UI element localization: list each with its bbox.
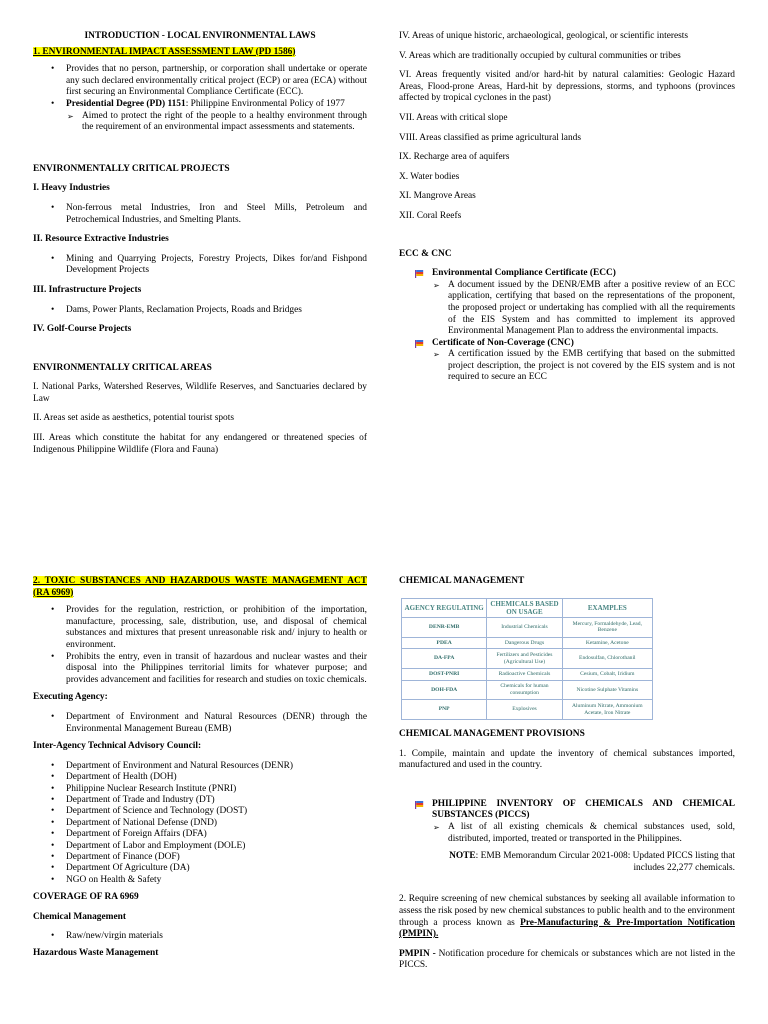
council-member-item: • Department of Foreign Affairs (DFA) [33, 829, 367, 840]
council-member-item: • Department of Health (DOH) [33, 772, 367, 783]
agency-cell: DOH-FDA [402, 680, 487, 700]
examples-cell: Nicotine Sulphate Vitamins [562, 680, 652, 700]
cnc-title: Certificate of Non-Coverage (CNC) [432, 337, 574, 348]
cnc-description: ➢ A certification issued by the EMB certifying that based on the submitted project description, the project is not covered by the EIS system and is not required to secure an ECC [432, 349, 735, 384]
ecp-infrastructure-list [33, 305, 367, 317]
eca-heading: ENVIRONMENTALLY CRITICAL AREAS [33, 362, 212, 373]
ecc-cnc-heading: ECC & CNC [399, 248, 452, 259]
page-title: INTRODUCTION - LOCAL ENVIRONMENTAL LAWS [84, 31, 316, 41]
toxic-act-bullets [33, 605, 367, 686]
council-member-item: • Department of Labor and Employment (DOLE) [33, 841, 367, 852]
toxic-act-bullet-2: • Prohibits the entry, even in transit of hazardous and nuclear wastes and their disposal into the Philippines territorial limits for whatever purpose; and provides advancement and facilities for research and studies on toxic chemicals. [33, 652, 367, 687]
agency-cell: PNP [402, 700, 487, 720]
executing-agency-item: • Department of Environment and Natural Resources (DENR) through the Environmental Management Bureau (EMB) [33, 712, 367, 735]
piccs-item [399, 799, 735, 845]
eia-law-heading: 1. ENVIRONMENTAL IMPACT ASSESSMENT LAW (PD 1586) [33, 46, 296, 57]
eca-item-6: VI. Areas frequently visited and/or hard-hit by natural calamities: Geologic Hazard Areas, Flood-prone Areas, Hard-hit by depressions, storms, and typhoons (provinces affected by tropical cyclones in the past) [399, 70, 735, 104]
eca-item-8: VIII. Areas classified as prime agricultural lands [399, 132, 581, 143]
agency-cell: DENR-EMB [402, 618, 487, 638]
pd-1151-subitem: ➢ Aimed to protect the right of the people to a healthy environment through the requirement of an environmental impact assessments and statements. [66, 111, 367, 134]
council-member-item: • Department of Science and Technology (DOST) [33, 806, 367, 817]
table-header-cell: AGENCY REGULATING [402, 599, 487, 618]
cnc-sublist [432, 349, 735, 384]
piccs-description: ➢ A list of all existing chemicals & chemical substances used, sold, distributed, imported, treated or transported in the Philippines. [432, 822, 735, 845]
piccs-list [399, 799, 735, 845]
note-label: NOTE [449, 851, 476, 862]
pmpin-text: Notification procedure for chemicals or substances which are not listed in the PICCS. [399, 948, 735, 971]
ecp-heavy-industries-item: • Non-ferrous metal Industries, Iron and Steel Mills, Petroleum and Petrochemical Industries, and Smelting Plants. [33, 203, 367, 226]
ecp-golf-course-title: IV. Golf-Course Projects [33, 324, 132, 335]
flag-bullet-icon [415, 270, 424, 278]
eca-item-2: II. Areas set aside as aesthetics, potential tourist spots [33, 413, 234, 424]
ecc-title: Environmental Compliance Certificate (ECC) [432, 268, 616, 279]
usage-cell: Fertilizers and Pesticides (Agricultural Use) [487, 649, 562, 669]
flag-bullet-icon [415, 340, 424, 348]
pmpin-definition [399, 949, 735, 972]
council-member-list [33, 761, 367, 886]
ecc-sublist [432, 280, 735, 338]
usage-cell: Dangerous Drugs [487, 637, 562, 649]
council-member-item: • Department Of Agriculture (DA) [33, 863, 367, 874]
table-row [402, 649, 653, 669]
flag-bullet-icon [415, 801, 424, 809]
ecc-description: ➢ A document issued by the DENR/EMB after a positive review of an ECC application, certifying that based on the representations of the proponent, the proposed project or undertaking has complied with all the requirements of the EIS System and has committed to implement its approved Environmental Management Plan to address the environmental impacts. [432, 280, 735, 338]
eia-bullet-list [33, 64, 367, 134]
cnc-item [399, 338, 735, 384]
ecp-infrastructure-item: • Dams, Power Plants, Reclamation Projects, Roads and Bridges [33, 305, 367, 317]
eca-item-1: I. National Parks, Watershed Reserves, Wildlife Reserves, and Sanctuaries declared by Law [33, 382, 367, 404]
ecp-resource-extractive-title: II. Resource Extractive Industries [33, 234, 169, 245]
table-header-row [402, 599, 653, 618]
ecp-infrastructure-title: III. Infrastructure Projects [33, 284, 142, 295]
ecp-heavy-industries-list [33, 203, 367, 226]
provision-1: 1. Compile, maintain and update the inventory of chemical substances imported, manufactured and used in the country. [399, 748, 735, 771]
agency-cell: DA-FPA [402, 649, 487, 669]
table-row [402, 680, 653, 700]
pd-1151-label: Presidential Degree (PD) 1151 [66, 98, 186, 109]
examples-cell: Ketamine, Acetone [562, 637, 652, 649]
eca-item-9: IX. Recharge area of aquifers [399, 152, 510, 163]
examples-cell: Endosulfan, Chlorothanil [562, 649, 652, 669]
ecp-resource-extractive-item: • Mining and Quarrying Projects, Forestry Projects, Dikes for/and Fishpond Development Projects [33, 254, 367, 277]
agency-cell: PDEA [402, 637, 487, 649]
pmpin-label: PMPIN - [399, 948, 436, 959]
usage-cell: Chemicals for human consumption [487, 680, 562, 700]
table-row [402, 637, 653, 649]
toxic-act-heading: 2. TOXIC SUBSTANCES AND HAZARDOUS WASTE MANAGEMENT ACT (RA 6969) [33, 576, 367, 598]
table-row [402, 668, 653, 680]
usage-cell: Explosives [487, 700, 562, 720]
examples-cell: Cesium, Cobalt, Iridium [562, 668, 652, 680]
council-heading: Inter-Agency Technical Advisory Council: [33, 741, 202, 752]
table-row [402, 700, 653, 720]
ecp-resource-extractive-list [33, 254, 367, 277]
table-row [402, 618, 653, 638]
eca-item-10: X. Water bodies [399, 171, 460, 182]
pmpin-term: Pre-Manufacturing & Pre-Importation Notification (PMPIN). [399, 917, 735, 940]
ecp-heavy-industries-title: I. Heavy Industries [33, 183, 110, 194]
council-member-item: • Department of Finance (DOF) [33, 852, 367, 863]
piccs-sublist [432, 822, 735, 845]
pd-1151-sublist [66, 111, 367, 134]
chemical-management-list [33, 931, 367, 943]
piccs-note [399, 851, 735, 874]
eia-bullet-2 [33, 99, 367, 134]
right-column-bottom [399, 729, 735, 972]
hazardous-waste-subheading: Hazardous Waste Management [33, 947, 159, 958]
chemical-management-item: • Raw/new/virgin materials [33, 931, 367, 943]
toxic-act-bullet-1: • Provides for the regulation, restriction, or prohibition of the importation, manufacture, processing, sale, distribution, use, and disposal of chemical substances and mixtures that present unreasonable risk and/ injury to health or environment. [33, 605, 367, 651]
table-body [402, 618, 653, 720]
examples-cell: Mercury, Formaldehyde, Lead, Benzene [562, 618, 652, 638]
usage-cell: Radioactive Chemicals [487, 668, 562, 680]
left-column-bottom [33, 576, 367, 960]
ecc-cnc-list [399, 268, 735, 384]
eca-item-3: III. Areas which constitute the habitat for any endangered or threatened species of Indigenous Philippine Wildlife (Flora and Fauna) [33, 433, 367, 455]
usage-cell: Industrial Chemicals [487, 618, 562, 638]
eca-item-7: VII. Areas with critical slope [399, 112, 508, 123]
chemical-management-heading: CHEMICAL MANAGEMENT [399, 576, 525, 586]
chemical-management-table [401, 598, 653, 720]
note-text: : EMB Memorandum Circular 2021-008: Updated PICCS listing that includes 22,277 chemicals. [475, 851, 735, 873]
pd-1151-text: : Philippine Environmental Policy of 1977 [185, 98, 345, 109]
ecp-heading: ENVIRONMENTALLY CRITICAL PROJECTS [33, 163, 230, 174]
eca-item-4: IV. Areas of unique historic, archaeological, geological, or scientific interests [399, 31, 689, 41]
council-member-item: • Department of Trade and Industry (DT) [33, 795, 367, 806]
eca-item-5: V. Areas which are traditionally occupied by cultural communities or tribes [399, 50, 681, 61]
council-member-item: • NGO on Health & Safety [33, 875, 367, 886]
eia-bullet-1: • Provides that no person, partnership, or corporation shall undertake or operate any such declared environmentally critical project (ECP) or area (ECA) without first securing an Environmental Compliance Certificate (ECC). [33, 64, 367, 99]
executing-agency-heading: Executing Agency: [33, 692, 108, 703]
table-header-cell: EXAMPLES [562, 599, 652, 618]
right-column-top [399, 31, 735, 384]
provision-2 [399, 894, 735, 940]
provision-2-text: 2. Require screening of new chemical substances by seeking all available information to assess the risk posed by new chemical substances to public health and to the environment through a process known as [399, 894, 735, 928]
agency-cell: DOST-PNRI [402, 668, 487, 680]
right-column-bottom-heading [399, 576, 735, 588]
provisions-heading: CHEMICAL MANAGEMENT PROVISIONS [399, 729, 585, 739]
left-column-top [33, 31, 367, 456]
eca-item-12: XII. Coral Reefs [399, 210, 462, 221]
eca-item-11: XI. Mangrove Areas [399, 191, 476, 202]
ecc-item [399, 268, 735, 338]
council-member-item: • Philippine Nuclear Research Institute (PNRI) [33, 784, 367, 795]
examples-cell: Aluminum Nitrate, Ammonium Acetate, Iron Nitrate [562, 700, 652, 720]
council-member-item: • Department of National Defense (DND) [33, 818, 367, 829]
executing-agency-list [33, 712, 367, 735]
table-header-cell: CHEMICALS BASED ON USAGE [487, 599, 562, 618]
chemical-management-subheading: Chemical Management [33, 911, 126, 922]
council-member-item: • Department of Environment and Natural Resources (DENR) [33, 761, 367, 772]
piccs-title: PHILIPPINE INVENTORY OF CHEMICALS AND CHEMICAL SUBSTANCES (PICCS) [432, 798, 735, 821]
coverage-heading: COVERAGE OF RA 6969 [33, 892, 139, 903]
